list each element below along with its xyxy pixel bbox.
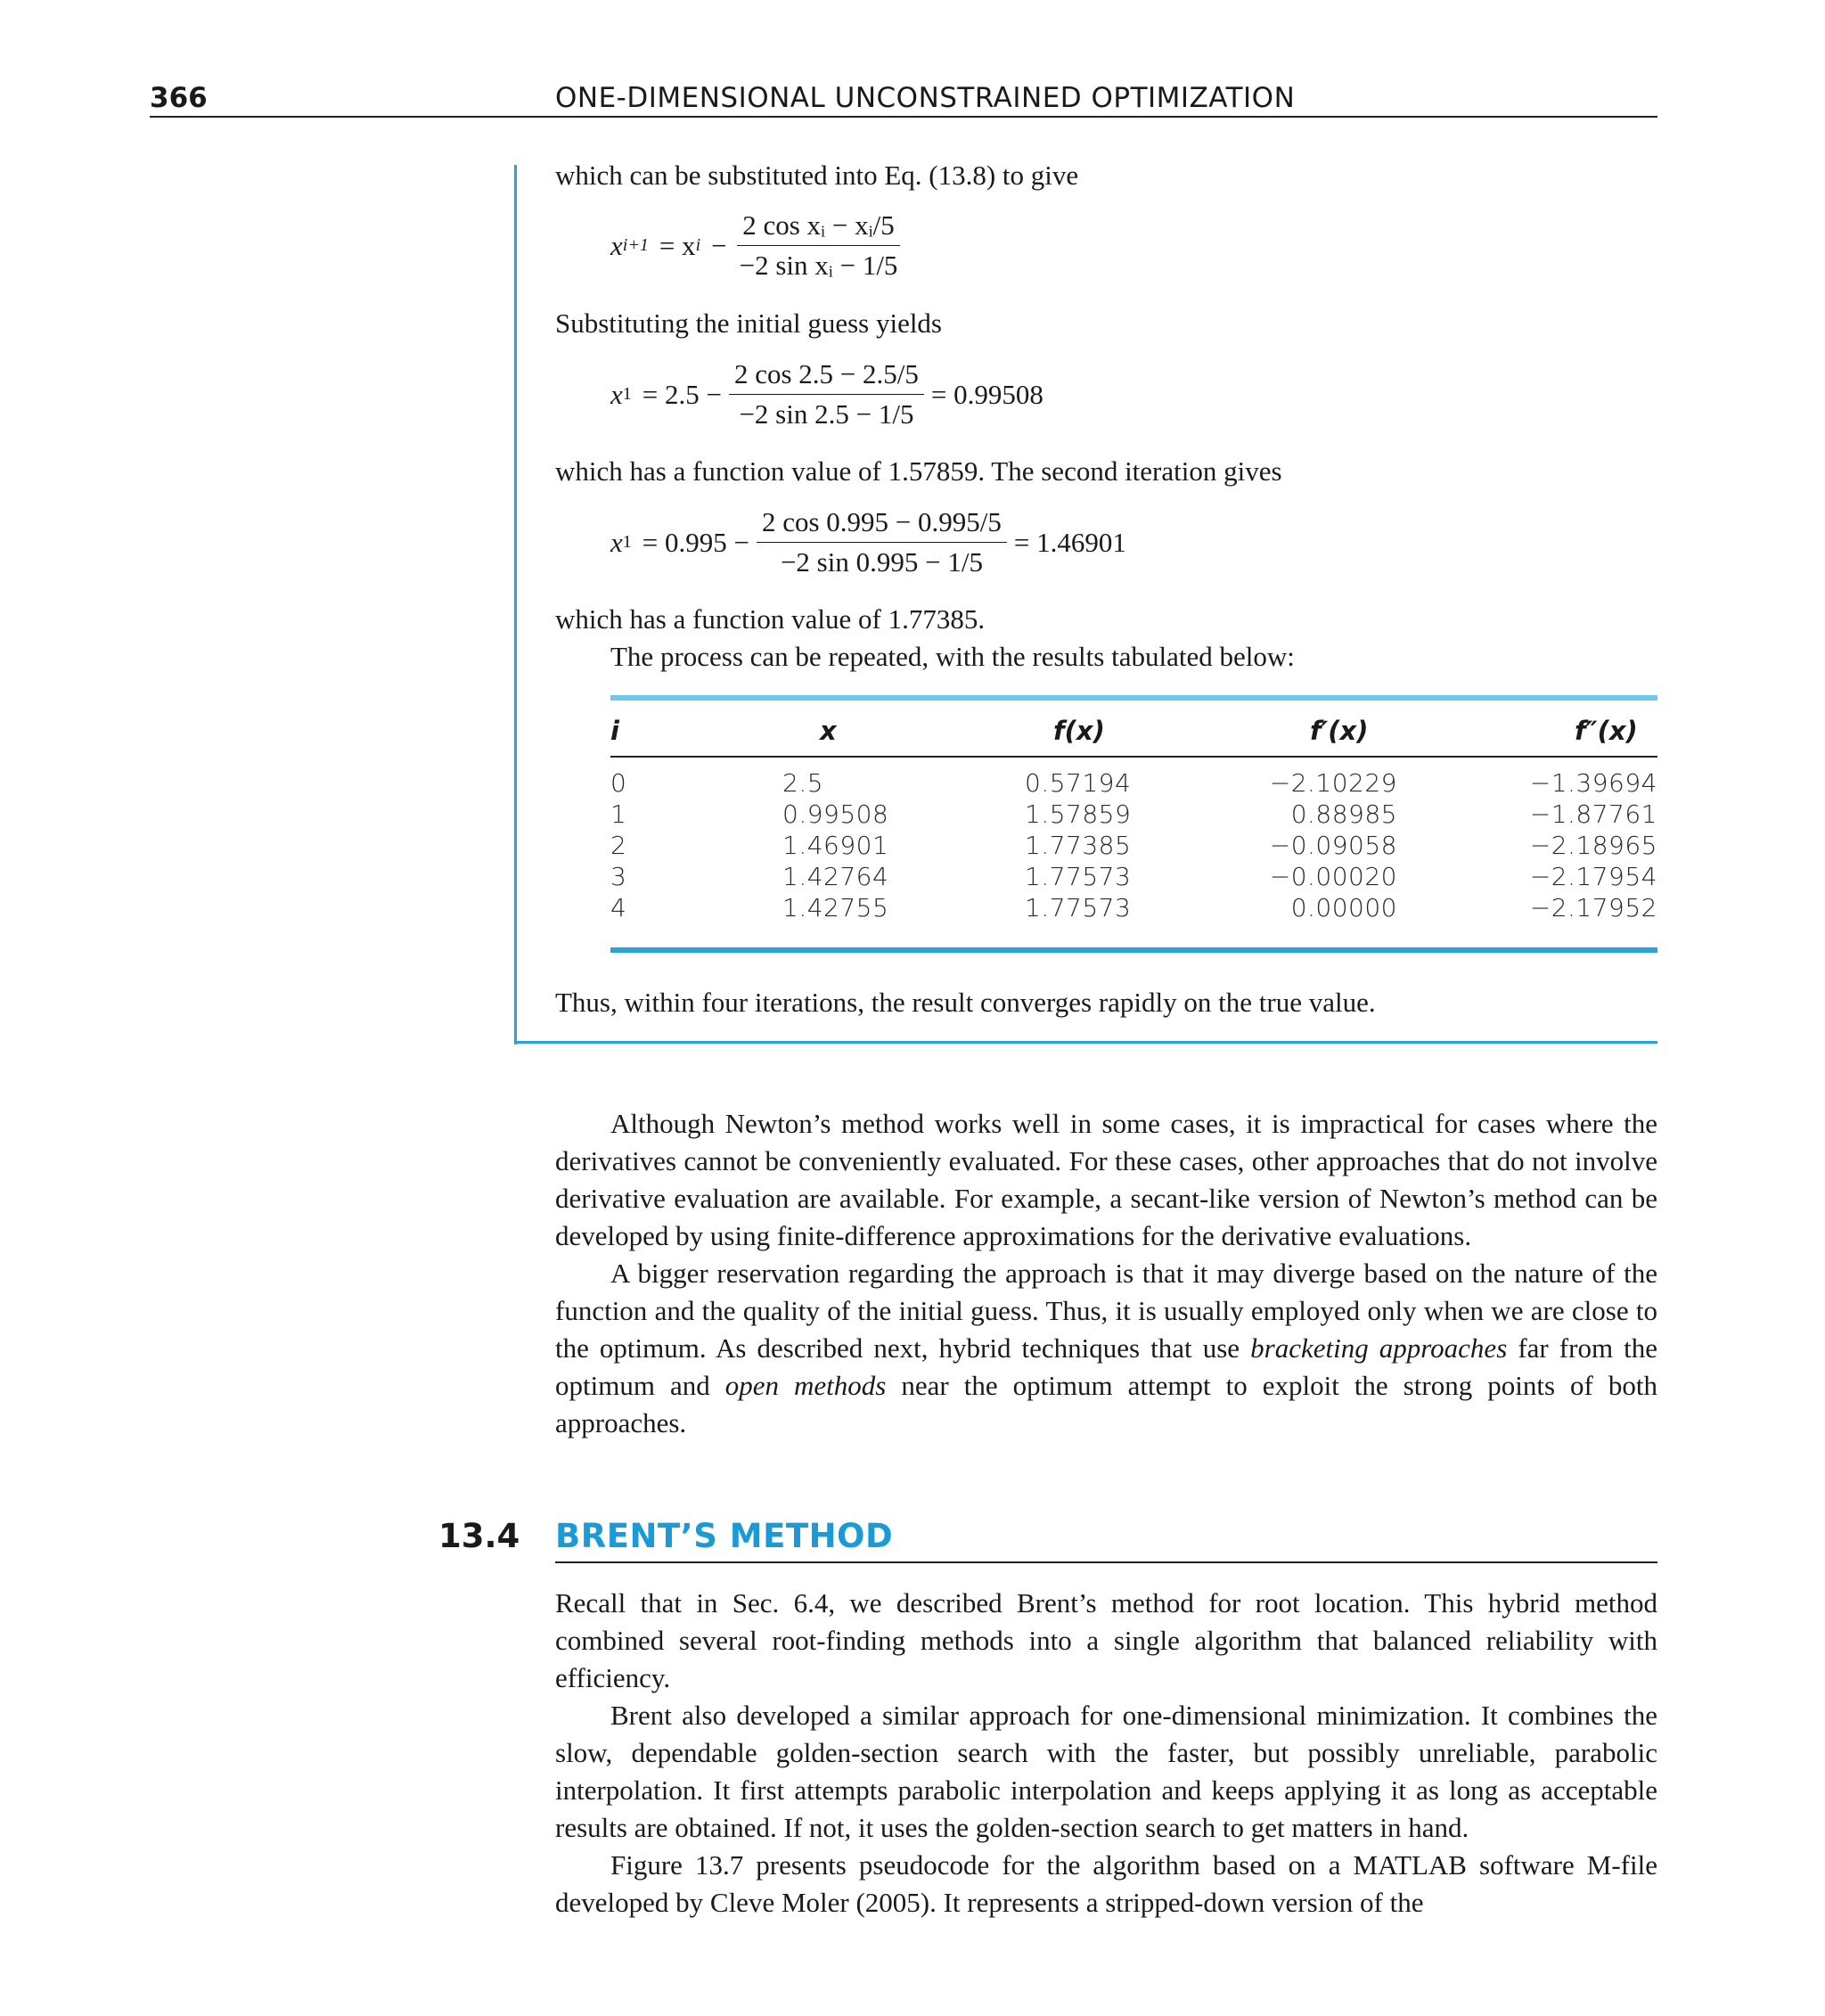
body-paragraph-1: Although Newton’s method works well in some cases, it is impractical for cases where the derivatives cannot be conveniently evaluated. For these cases, other approaches that do not involve derivative evaluation are available. For example, a secant-like version of Newton’s method can be developed by using finite-difference approximations for the derivative evaluations. bbox=[555, 1108, 1657, 1251]
eq2-mid: = 2.5 − bbox=[642, 378, 722, 410]
table-header-x: x bbox=[820, 716, 837, 746]
table-cell-x: 1.46901 bbox=[782, 831, 889, 860]
eq2-lhs: x bbox=[610, 378, 623, 410]
example-box-left-border bbox=[514, 165, 517, 1045]
table-cell-fppx: −2.17954 bbox=[1529, 862, 1657, 891]
table-header-i: i bbox=[610, 716, 619, 746]
table-cell-x: 2.5 bbox=[782, 768, 824, 798]
table-cell-fx: 0.57194 bbox=[1025, 768, 1132, 798]
table-header-fppx: f″(x) bbox=[1575, 716, 1638, 746]
eq1-fraction bbox=[734, 209, 904, 282]
eq2-fraction bbox=[729, 358, 924, 430]
table-cell-fppx: −1.87761 bbox=[1529, 799, 1657, 829]
table-cell-i: 2 bbox=[610, 831, 627, 860]
section-paragraph-1: Recall that in Sec. 6.4, we described Brent’s method for root location. This hybrid method combined several root-finding methods into a single algorithm that balanced reliability with efficiency. bbox=[555, 1587, 1657, 1693]
equation-newton-iteration: x i+1 = x i − $\frac{\text{2 cos xᵢ − xᵢ/5}}{\text{−2 sin xᵢ − 1/5}}$ bbox=[610, 209, 910, 282]
section-text bbox=[555, 1585, 1657, 1922]
eq3-fraction bbox=[757, 506, 1007, 578]
table-header-fx: f(x) bbox=[1053, 716, 1105, 746]
example-conclusion: Thus, within four iterations, the result converges rapidly on the true value. bbox=[555, 987, 1376, 1018]
eq1-numerator: 2 cos xᵢ − xᵢ/5 bbox=[737, 209, 900, 246]
body-p2-em-bracketing: bracketing approaches bbox=[1250, 1332, 1508, 1364]
body-p2-a: A bigger reservation regarding the approach is that it may diverge based on the nature of the function and the quality of the initial guess. Thus, it is usually employed only when we are close to the optimum. As described next, hybrid techniques that use bbox=[555, 1258, 1657, 1364]
table-cell-fx: 1.57859 bbox=[1025, 799, 1132, 829]
example-line-5: The process can be repeated, with the results tabulated below: bbox=[610, 641, 1295, 672]
eq3-numerator: 2 cos 0.995 − 0.995/5 bbox=[757, 506, 1007, 543]
table-cell-x: 1.42755 bbox=[782, 893, 889, 922]
table-cell-fppx: −1.39694 bbox=[1529, 768, 1657, 798]
example-line-3: which has a function value of 1.57859. The second iteration gives bbox=[555, 455, 1282, 487]
eq1-mid-sub: i bbox=[695, 235, 701, 255]
table-cell-fpx: 0.00000 bbox=[1290, 893, 1397, 922]
table-header-fpx: f′(x) bbox=[1310, 716, 1369, 746]
section-paragraph-3: Figure 13.7 presents pseudocode for the algorithm based on a MATLAB software M-file developed by Cleve Moler (2005). It represents a stripped-down version of the bbox=[555, 1849, 1657, 1918]
eq1-denominator: −2 sin xᵢ − 1/5 bbox=[739, 250, 898, 281]
equation-first-iteration bbox=[610, 358, 1043, 430]
table-cell-fx: 1.77385 bbox=[1025, 831, 1132, 860]
table-cell-fx: 1.77573 bbox=[1025, 893, 1132, 922]
eq1-lhs: x bbox=[610, 229, 623, 261]
eq2-numerator: 2 cos 2.5 − 2.5/5 bbox=[729, 358, 924, 395]
body-p2-b: far from the optimum and bbox=[555, 1332, 1657, 1401]
eq1-mid: = x bbox=[659, 229, 696, 261]
body-p2-c: near the optimum attempt to exploit the strong points of both approaches. bbox=[555, 1370, 1657, 1438]
table-cell-fx: 1.77573 bbox=[1025, 862, 1132, 891]
table-header-rule bbox=[610, 756, 1657, 758]
body-paragraph-2 bbox=[555, 1255, 1657, 1442]
example-line-2: Substituting the initial guess yields bbox=[555, 307, 942, 339]
section-number: 13.4 bbox=[438, 1517, 520, 1555]
table-top-rule bbox=[610, 695, 1657, 701]
eq3-mid: = 0.995 − bbox=[642, 526, 749, 558]
table-cell-fpx: 0.88985 bbox=[1290, 799, 1397, 829]
eq1-lhs-sub: i+1 bbox=[622, 235, 649, 255]
eq3-lhs-sub: 1 bbox=[622, 532, 632, 552]
header-rule bbox=[150, 116, 1657, 118]
table-cell-fpx: −0.00020 bbox=[1269, 862, 1397, 891]
table-cell-fppx: −2.18965 bbox=[1529, 831, 1657, 860]
section-paragraph-2: Brent also developed a similar approach for one-dimensional minimization. It combines the slow, dependable golden-section search with the faster, but possibly unreliable, parabolic interpolation. It first attempts parabolic interpolation and keeps applying it as long as acceptable results are obtained. If not, it uses the golden-section search to get matters in hand. bbox=[555, 1700, 1657, 1843]
table-cell-x: 1.42764 bbox=[782, 862, 889, 891]
table-bottom-rule bbox=[610, 947, 1657, 953]
table-cell-fpx: −0.09058 bbox=[1269, 831, 1397, 860]
body-text bbox=[555, 1105, 1657, 1442]
body-p2-em-open: open methods bbox=[724, 1370, 887, 1401]
eq2-lhs-sub: 1 bbox=[622, 384, 632, 404]
table-cell-i: 0 bbox=[610, 768, 627, 798]
section-title: BRENT’S METHOD bbox=[555, 1517, 894, 1555]
page-number: 366 bbox=[150, 82, 208, 114]
equation-second-iteration bbox=[610, 506, 1126, 578]
table-cell-i: 3 bbox=[610, 862, 627, 891]
example-line-4: which has a function value of 1.77385. bbox=[555, 603, 986, 635]
eq2-denominator: −2 sin 2.5 − 1/5 bbox=[739, 398, 914, 430]
eq2-result: = 0.99508 bbox=[930, 378, 1043, 410]
section-rule bbox=[555, 1561, 1657, 1563]
table-cell-i: 1 bbox=[610, 799, 627, 829]
table-cell-fpx: −2.10229 bbox=[1269, 768, 1397, 798]
running-title: ONE-DIMENSIONAL UNCONSTRAINED OPTIMIZATION bbox=[555, 82, 1296, 114]
eq3-lhs: x bbox=[610, 526, 623, 558]
table-cell-x: 0.99508 bbox=[782, 799, 889, 829]
eq3-denominator: −2 sin 0.995 − 1/5 bbox=[780, 546, 983, 578]
table-cell-i: 4 bbox=[610, 893, 627, 922]
example-box-bottom-border bbox=[514, 1041, 1657, 1044]
eq3-result: = 1.46901 bbox=[1013, 526, 1126, 558]
example-intro: which can be substituted into Eq. (13.8) to give bbox=[555, 160, 1079, 191]
table-cell-fppx: −2.17952 bbox=[1529, 893, 1657, 922]
